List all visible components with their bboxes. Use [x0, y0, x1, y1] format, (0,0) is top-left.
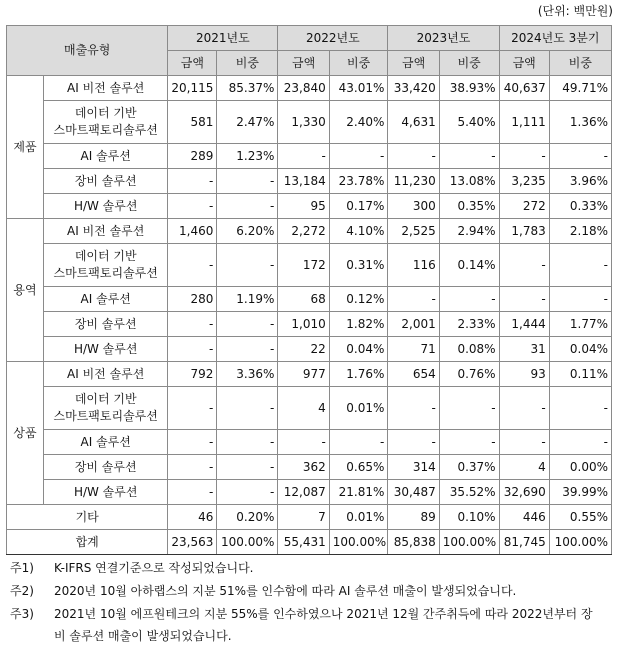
amount-cell: 272	[499, 194, 549, 219]
table-row	[7, 387, 612, 430]
group-label: 제품	[7, 76, 44, 219]
amount-cell: 1,330	[278, 101, 329, 144]
amount-cell: -	[168, 430, 217, 455]
row-label-line: H/W 솔루션	[73, 198, 138, 213]
amount-cell: 1,010	[278, 312, 329, 337]
share-cell: 0.01%	[329, 387, 388, 430]
share-cell: -	[329, 430, 388, 455]
amount-cell: 3,235	[499, 169, 549, 194]
table-row	[7, 312, 612, 337]
share-cell: -	[217, 337, 278, 362]
amount-cell: 2,525	[388, 219, 439, 244]
share-cell: 100.00%	[549, 530, 611, 555]
amount-cell: 1,111	[499, 101, 549, 144]
amount-cell: -	[388, 387, 439, 430]
amount-cell: 93	[499, 362, 549, 387]
row-label-line: 장비 솔루션	[74, 316, 137, 331]
row-label	[44, 312, 168, 337]
amount-cell: -	[168, 244, 217, 287]
share-cell: 6.20%	[217, 219, 278, 244]
amount-cell: 11,230	[388, 169, 439, 194]
revenue-table	[6, 25, 612, 555]
share-cell: 1.82%	[329, 312, 388, 337]
share-cell: -	[439, 387, 499, 430]
header-sales-type: 매출유형	[7, 26, 168, 76]
share-cell: -	[439, 430, 499, 455]
amount-cell: 1,444	[499, 312, 549, 337]
amount-cell: 31	[499, 337, 549, 362]
footnote-text: K-IFRS 연결기준으로 작성되었습니다.	[54, 561, 254, 575]
amount-cell: 23,840	[278, 76, 329, 101]
row-label-line: AI 솔루션	[80, 291, 131, 306]
row-label	[44, 337, 168, 362]
share-cell: -	[439, 144, 499, 169]
amount-cell: 4,631	[388, 101, 439, 144]
row-label	[44, 455, 168, 480]
share-cell: -	[329, 144, 388, 169]
share-cell: 0.35%	[439, 194, 499, 219]
amount-cell: -	[278, 144, 329, 169]
table-row	[7, 455, 612, 480]
footnote	[10, 603, 594, 647]
amount-cell: -	[499, 144, 549, 169]
row-label-line: 장비 솔루션	[74, 173, 137, 188]
header-amount: 금액	[388, 51, 439, 76]
amount-cell: 792	[168, 362, 217, 387]
amount-cell: 12,087	[278, 480, 329, 505]
header-share: 비중	[439, 51, 499, 76]
row-label-line: 장비 솔루션	[74, 459, 137, 474]
row-label	[44, 362, 168, 387]
row-label	[44, 480, 168, 505]
table-row	[7, 244, 612, 287]
share-cell: 100.00%	[329, 530, 388, 555]
amount-cell: -	[168, 337, 217, 362]
share-cell: 1.36%	[549, 101, 611, 144]
amount-cell: 4	[499, 455, 549, 480]
amount-cell: 7	[278, 505, 329, 530]
amount-cell: -	[278, 430, 329, 455]
amount-cell: 81,745	[499, 530, 549, 555]
row-label	[44, 287, 168, 312]
amount-cell: -	[499, 287, 549, 312]
row-label	[44, 169, 168, 194]
amount-cell: 1,460	[168, 219, 217, 244]
row-label-line: 데이터 기반	[74, 106, 137, 120]
row-label: 합계	[7, 530, 168, 555]
header-year: 2021년도	[168, 26, 278, 51]
amount-cell: -	[499, 430, 549, 455]
footnotes	[10, 557, 594, 647]
amount-cell: 300	[388, 194, 439, 219]
share-cell: -	[217, 194, 278, 219]
amount-cell: 289	[168, 144, 217, 169]
amount-cell: 581	[168, 101, 217, 144]
amount-cell: -	[168, 387, 217, 430]
share-cell: 23.78%	[329, 169, 388, 194]
header-amount: 금액	[168, 51, 217, 76]
amount-cell: 4	[278, 387, 329, 430]
share-cell: 39.99%	[549, 480, 611, 505]
amount-cell: 71	[388, 337, 439, 362]
row-label-line: AI 비전 솔루션	[67, 366, 145, 381]
footnote-key: 주2)	[10, 584, 34, 598]
share-cell: 100.00%	[217, 530, 278, 555]
row-label-line: 스마트팩토리솔루션	[53, 123, 158, 137]
header-share: 비중	[329, 51, 388, 76]
amount-cell: -	[168, 312, 217, 337]
amount-cell: -	[168, 455, 217, 480]
share-cell: -	[439, 287, 499, 312]
row-label-line: 스마트팩토리솔루션	[53, 266, 158, 280]
share-cell: 0.17%	[329, 194, 388, 219]
footnote-key: 주3)	[10, 607, 34, 621]
table-row	[7, 101, 612, 144]
share-cell: 0.31%	[329, 244, 388, 287]
share-cell: 2.47%	[217, 101, 278, 144]
table-row	[7, 144, 612, 169]
share-cell: -	[217, 430, 278, 455]
amount-cell: 33,420	[388, 76, 439, 101]
share-cell: 0.10%	[439, 505, 499, 530]
share-cell: 1.76%	[329, 362, 388, 387]
share-cell: -	[217, 312, 278, 337]
header-amount: 금액	[278, 51, 329, 76]
table-row	[7, 287, 612, 312]
amount-cell: 2,001	[388, 312, 439, 337]
amount-cell: -	[388, 430, 439, 455]
share-cell: 0.20%	[217, 505, 278, 530]
header-year: 2024년도 3분기	[499, 26, 611, 51]
share-cell: 85.37%	[217, 76, 278, 101]
share-cell: 0.33%	[549, 194, 611, 219]
share-cell: 3.36%	[217, 362, 278, 387]
amount-cell: 654	[388, 362, 439, 387]
share-cell: -	[549, 430, 611, 455]
share-cell: 0.14%	[439, 244, 499, 287]
table-row	[7, 480, 612, 505]
amount-cell: -	[388, 144, 439, 169]
row-label-line: H/W 솔루션	[73, 341, 138, 356]
share-cell: 4.10%	[329, 219, 388, 244]
share-cell: 0.76%	[439, 362, 499, 387]
amount-cell: 68	[278, 287, 329, 312]
amount-cell: -	[168, 169, 217, 194]
row-label	[44, 430, 168, 455]
share-cell: -	[217, 480, 278, 505]
amount-cell: 46	[168, 505, 217, 530]
footnote-text: 2020년 10월 아하랩스의 지분 51%를 인수함에 따라 AI 솔루션 매출이 발생되었습니다.	[54, 584, 517, 598]
share-cell: 21.81%	[329, 480, 388, 505]
amount-cell: -	[388, 287, 439, 312]
table-row	[7, 505, 612, 530]
row-label-line: AI 비전 솔루션	[67, 80, 145, 95]
row-label-line: 데이터 기반	[74, 392, 137, 406]
share-cell: 2.94%	[439, 219, 499, 244]
share-cell: -	[549, 144, 611, 169]
share-cell: 0.08%	[439, 337, 499, 362]
row-label-line: AI 솔루션	[80, 148, 131, 163]
amount-cell: 30,487	[388, 480, 439, 505]
row-label	[44, 219, 168, 244]
amount-cell: 20,115	[168, 76, 217, 101]
amount-cell: 22	[278, 337, 329, 362]
share-cell: -	[549, 287, 611, 312]
share-cell: -	[217, 455, 278, 480]
amount-cell: 977	[278, 362, 329, 387]
share-cell: 5.40%	[439, 101, 499, 144]
share-cell: 13.08%	[439, 169, 499, 194]
table-row	[7, 530, 612, 555]
share-cell: 100.00%	[439, 530, 499, 555]
footnote	[10, 580, 594, 603]
share-cell: 0.55%	[549, 505, 611, 530]
row-label-line: AI 솔루션	[80, 434, 131, 449]
header-share: 비중	[217, 51, 278, 76]
table-row	[7, 219, 612, 244]
amount-cell: 172	[278, 244, 329, 287]
amount-cell: 13,184	[278, 169, 329, 194]
amount-cell: 95	[278, 194, 329, 219]
share-cell: 2.33%	[439, 312, 499, 337]
table-row	[7, 362, 612, 387]
share-cell: 0.11%	[549, 362, 611, 387]
row-label	[44, 244, 168, 287]
share-cell: 0.65%	[329, 455, 388, 480]
group-label: 용역	[7, 219, 44, 362]
share-cell: 3.96%	[549, 169, 611, 194]
amount-cell: -	[499, 387, 549, 430]
share-cell: 1.19%	[217, 287, 278, 312]
row-label	[44, 387, 168, 430]
table-row	[7, 194, 612, 219]
amount-cell: -	[168, 194, 217, 219]
row-label	[44, 144, 168, 169]
group-label: 상품	[7, 362, 44, 505]
share-cell: 35.52%	[439, 480, 499, 505]
footnote	[10, 557, 594, 580]
share-cell: 0.04%	[549, 337, 611, 362]
amount-cell: -	[168, 480, 217, 505]
amount-cell: 2,272	[278, 219, 329, 244]
header-share: 비중	[549, 51, 611, 76]
amount-cell: 85,838	[388, 530, 439, 555]
amount-cell: 40,637	[499, 76, 549, 101]
share-cell: 2.18%	[549, 219, 611, 244]
share-cell: -	[549, 244, 611, 287]
share-cell: 49.71%	[549, 76, 611, 101]
table-row	[7, 337, 612, 362]
table-row	[7, 169, 612, 194]
table-row	[7, 430, 612, 455]
amount-cell: -	[499, 244, 549, 287]
share-cell: 1.23%	[217, 144, 278, 169]
share-cell: 1.77%	[549, 312, 611, 337]
amount-cell: 23,563	[168, 530, 217, 555]
share-cell: 0.12%	[329, 287, 388, 312]
share-cell: 0.04%	[329, 337, 388, 362]
amount-cell: 362	[278, 455, 329, 480]
amount-cell: 1,783	[499, 219, 549, 244]
amount-cell: 446	[499, 505, 549, 530]
share-cell: -	[217, 387, 278, 430]
amount-cell: 116	[388, 244, 439, 287]
unit-label: (단위: 백만원)	[537, 4, 613, 18]
share-cell: 0.01%	[329, 505, 388, 530]
share-cell: -	[549, 387, 611, 430]
footnote-key: 주1)	[10, 561, 34, 575]
share-cell: 2.40%	[329, 101, 388, 144]
header-amount: 금액	[499, 51, 549, 76]
header-year: 2023년도	[388, 26, 499, 51]
row-label-line: 스마트팩토리솔루션	[53, 409, 158, 423]
row-label	[44, 101, 168, 144]
amount-cell: 89	[388, 505, 439, 530]
amount-cell: 314	[388, 455, 439, 480]
header-year: 2022년도	[278, 26, 388, 51]
row-label	[44, 194, 168, 219]
share-cell: 43.01%	[329, 76, 388, 101]
amount-cell: 55,431	[278, 530, 329, 555]
row-label: 기타	[7, 505, 168, 530]
amount-cell: 32,690	[499, 480, 549, 505]
share-cell: 0.00%	[549, 455, 611, 480]
row-label-line: AI 비전 솔루션	[67, 223, 145, 238]
row-label-line: 데이터 기반	[74, 249, 137, 263]
share-cell: -	[217, 244, 278, 287]
table-row	[7, 76, 612, 101]
share-cell: 0.37%	[439, 455, 499, 480]
row-label	[44, 76, 168, 101]
row-label-line: H/W 솔루션	[73, 484, 138, 499]
share-cell: 38.93%	[439, 76, 499, 101]
footnote-text: 2021년 10월 에프원테크의 지분 55%를 인수하였으나 2021년 12월 간주취득에 따라 2022년부터 장비 솔루션 매출이 발생되었습니다.	[54, 607, 593, 643]
amount-cell: 280	[168, 287, 217, 312]
share-cell: -	[217, 169, 278, 194]
